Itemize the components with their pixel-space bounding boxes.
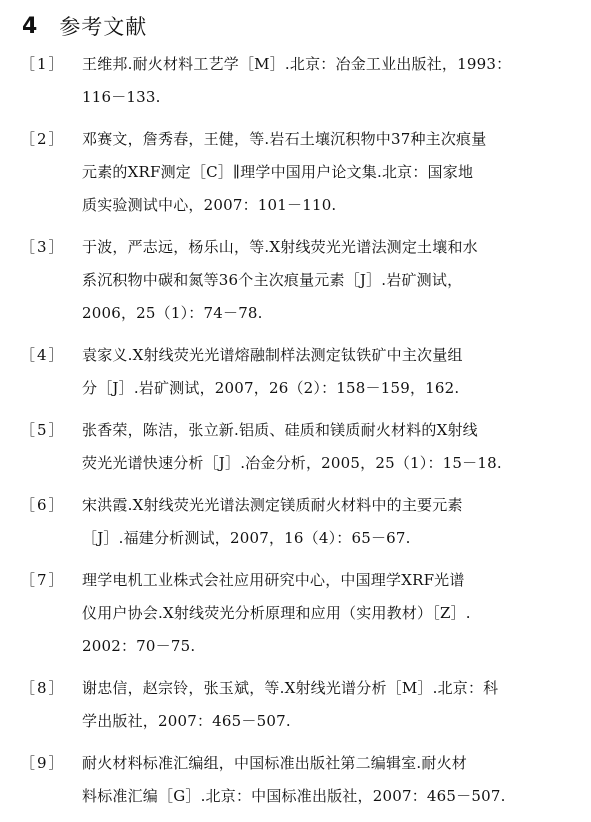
- reference-item: [0, 48, 591, 114]
- reference-text: 张香荣，陈洁，张立新.铝质、硅质和镁质耐火材料的X射线 荧光光谱快速分析［J］.冶金分析，2005，25（1）：15－18.: [82, 421, 502, 472]
- section-header: [22, 6, 147, 46]
- reference-number: ［8］: [20, 679, 66, 697]
- reference-text: 理学电机工业株式会社应用研究中心，中国理学XRF光谱 仪用户协会.X射线荧光分析原理和应用（实用教材）［Z］. 2002：70－75.: [82, 571, 471, 655]
- reference-number: ［5］: [20, 421, 66, 439]
- reference-number: ［6］: [20, 496, 66, 514]
- reference-number: ［1］: [20, 55, 66, 73]
- reference-number: ［7］: [20, 571, 66, 589]
- reference-number: ［3］: [20, 238, 66, 256]
- reference-text: 于波，严志远，杨乐山，等.X射线荧光光谱法测定土壤和水 系沉积物中碳和氮等36个主次痕量元素［J］.岩矿测试， 2006，25（1）：74－78.: [82, 238, 478, 322]
- reference-text: 袁家义.X射线荧光光谱熔融制样法测定钛铁矿中主次量组 分［J］.岩矿测试，2007，26（2）：158－159，162.: [82, 346, 463, 397]
- reference-text: 宋洪霞.X射线荧光光谱法测定镁质耐火材料中的主要元素 ［J］.福建分析测试，2007，16（4）：65－67.: [82, 496, 463, 547]
- reference-item: [0, 489, 591, 555]
- reference-item: [0, 339, 591, 405]
- reference-text: 邓赛文，詹秀春，王健，等.岩石土壤沉积物中37种主次痕量 元素的XRF测定［C］∥理学中国用户论文集.北京：国家地 质实验测试中心，2007：101－110.: [82, 130, 487, 214]
- reference-number: ［4］: [20, 346, 66, 364]
- reference-text: 耐火材料标准汇编组，中国标准出版社第二编辑室.耐火材 料标准汇编［G］.北京：中国标准出版社，2007：465－507.: [82, 754, 506, 805]
- reference-list: [0, 48, 591, 822]
- reference-item: [0, 747, 591, 813]
- reference-item: [0, 672, 591, 738]
- reference-item: [0, 414, 591, 480]
- reference-number: ［9］: [20, 754, 66, 772]
- reference-item: [0, 231, 591, 330]
- section-title: 参考文献: [59, 15, 148, 39]
- reference-item: [0, 123, 591, 222]
- section-number: 4: [22, 13, 38, 39]
- reference-text: 王维邦.耐火材料工艺学［M］.北京：冶金工业出版社，1993： 116－133.: [82, 55, 512, 106]
- reference-number: ［2］: [20, 130, 66, 148]
- reference-text: 谢忠信，赵宗铃，张玉斌，等.X射线光谱分析［M］.北京：科 学出版社，2007：465－507.: [82, 679, 499, 730]
- reference-item: [0, 564, 591, 663]
